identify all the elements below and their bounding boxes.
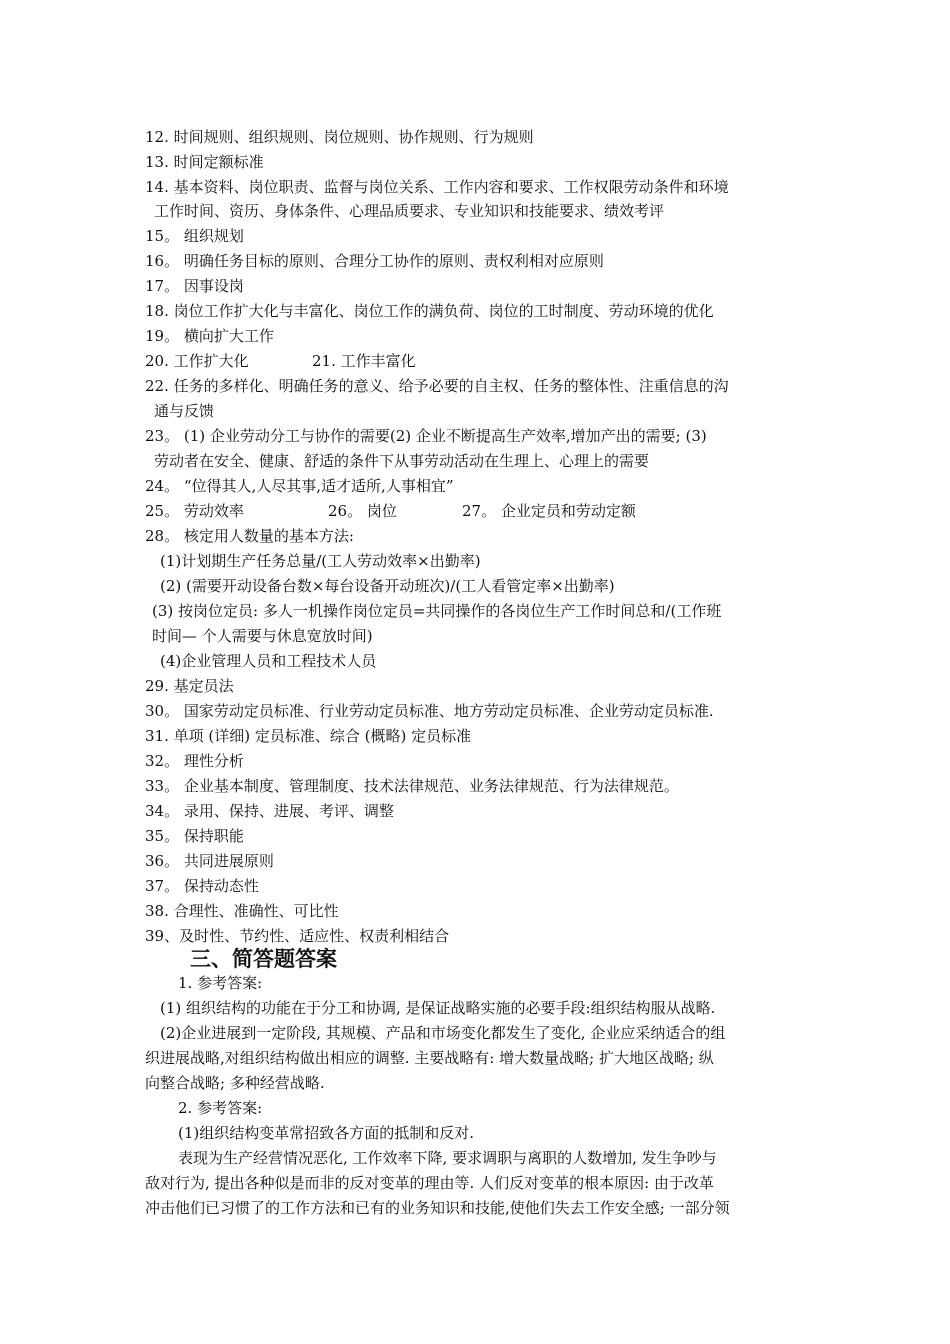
answer-line-21: 21. 工作丰富化 — [312, 352, 416, 370]
answer-2-para-1: (1)组织结构变革常招致各方面的抵制和反对. — [178, 1124, 475, 1142]
answer-2-para-2: 表现为生产经营情况恶化, 工作效率下降, 要求调职与离职的人数增加, 发生争吵与 — [178, 1149, 717, 1167]
answer-line-29: 29. 基定员法 — [145, 677, 234, 695]
answer-2-para-2-cont-2: 冲击他们已习惯了的工作方法和已有的业务知识和技能,使他们失去工作安全感; 一部分领 — [145, 1199, 730, 1217]
answer-line-13: 13. 时间定额标准 — [145, 153, 264, 171]
answer-line-32: 32。 理性分析 — [145, 752, 244, 770]
answer-line-36: 36。 共同进展原则 — [145, 852, 274, 870]
answer-line-28-3: (3) 按岗位定员: 多人一机操作岗位定员=共同操作的各岗位生产工作时间总和/(工作班 — [152, 602, 722, 620]
answer-line-14: 14. 基本资料、岗位职责、监督与岗位关系、工作内容和要求、工作权限劳动条件和环境 — [145, 178, 729, 196]
answer-line-39: 39、及时性、节约性、适应性、权责利相结合 — [145, 927, 450, 945]
answer-line-17: 17。 因事设岗 — [145, 277, 244, 295]
answer-1-label: 1. 参考答案: — [178, 974, 263, 992]
answer-line-14-cont: 工作时间、资历、身体条件、心理品质要求、专业知识和技能要求、绩效考评 — [154, 202, 665, 220]
answer-line-28-2: (2) (需要开动设备台数×每台设备开动班次)/(工人看管定率×出勤率) — [160, 577, 615, 595]
answer-line-31: 31. 单项 (详细) 定员标准、综合 (概略) 定员标准 — [145, 727, 472, 745]
section-title: 三、简答题答案 — [190, 947, 337, 971]
answer-line-22: 22. 任务的多样化、明确任务的意义、给予必要的自主权、任务的整体性、注重信息的沟 — [145, 377, 729, 395]
answer-line-28-4: (4)企业管理人员和工程技术人员 — [160, 652, 377, 670]
answer-line-15: 15。 组织规划 — [145, 227, 244, 245]
answer-1-para-2-cont: 织进展战略,对组织结构做出相应的调整. 主要战略有: 增大数量战略; 扩大地区战略; 纵 — [145, 1049, 714, 1067]
answer-line-28: 28。 核定用人数量的基本方法: — [145, 527, 354, 545]
answer-line-28-3-cont: 时间— 个人需要与休息宽放时间) — [152, 627, 373, 645]
answer-line-35: 35。 保持职能 — [145, 827, 244, 845]
answer-line-30: 30。 国家劳动定员标准、行业劳动定员标准、地方劳动定员标准、企业劳动定员标准. — [145, 702, 714, 720]
answer-line-34: 34。 录用、保持、进展、考评、调整 — [145, 802, 394, 820]
answer-line-26: 26。 岗位 — [328, 502, 397, 520]
answer-line-23: 23。 (1) 企业劳动分工与协作的需要(2) 企业不断提高生产效率,增加产出的需要; (3) — [145, 427, 707, 445]
answer-line-38: 38. 合理性、准确性、可比性 — [145, 902, 339, 920]
answer-line-18: 18. 岗位工作扩大化与丰富化、岗位工作的满负荷、岗位的工时制度、劳动环境的优化 — [145, 302, 714, 320]
answer-line-37: 37。 保持动态性 — [145, 877, 259, 895]
answer-2-para-2-cont: 敌对行为, 提出各种似是而非的反对变革的理由等. 人们反对变革的根本原因: 由于改革 — [145, 1174, 714, 1192]
answer-2-label: 2. 参考答案: — [178, 1099, 263, 1117]
answer-1-para-2: (2)企业进展到一定阶段, 其规模、产品和市场变化都发生了变化, 企业应采纳适合的组 — [160, 1024, 726, 1042]
answer-line-12: 12. 时间规则、组织规则、岗位规则、协作规则、行为规则 — [145, 128, 534, 146]
answer-1-para-2-cont-2: 向整合战略; 多种经营战略. — [145, 1074, 325, 1092]
answer-line-16: 16。 明确任务目标的原则、合理分工协作的原则、责权利相对应原则 — [145, 252, 604, 270]
answer-line-33: 33。 企业基本制度、管理制度、技术法律规范、业务法律规范、行为法律规范。 — [145, 777, 679, 795]
answer-line-23-cont: 劳动者在安全、健康、舒适的条件下从事劳动活动在生理上、心理上的需要 — [154, 452, 650, 470]
answer-line-19: 19。 横向扩大工作 — [145, 327, 274, 345]
answer-line-27: 27。 企业定员和劳动定额 — [462, 502, 636, 520]
answer-line-22-cont: 通与反馈 — [154, 402, 215, 420]
answer-line-20: 20. 工作扩大化 — [145, 352, 249, 370]
answer-line-25: 25。 劳动效率 — [145, 502, 244, 520]
answer-line-28-1: (1)计划期生产任务总量/(工人劳动效率×出勤率) — [160, 552, 481, 570]
answer-1-para-1: (1) 组织结构的功能在于分工和协调, 是保证战略实施的必要手段:组织结构服从战略. — [160, 999, 716, 1017]
answer-line-24: 24。 “位得其人,人尽其事,适才适所,人事相宜” — [145, 477, 454, 495]
